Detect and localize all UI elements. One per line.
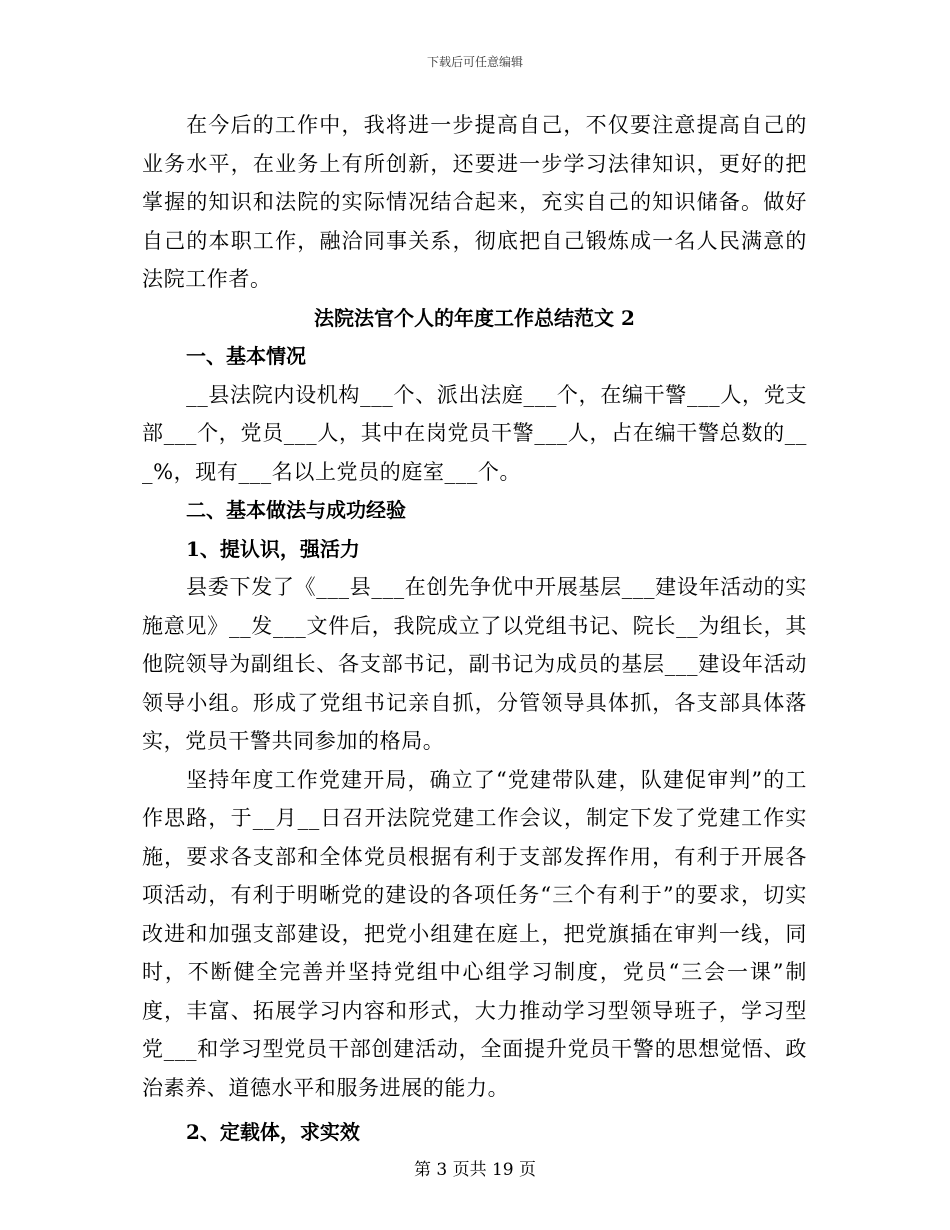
page-number: 第 3 页共 19 页 — [413, 1160, 537, 1180]
document-body — [142, 106, 807, 1152]
section-heading-methods: 二、基本做法与成功经验 — [186, 498, 406, 522]
paragraph-closing: 在今后的工作中，我将进一步提高自己，不仅要注意提高自己的业务水平，在业务上有所创新，还要进一步学习法律知识，更好的把掌握的知识和法院的实际情况结合起来，充实自己的知识储备。做好自己的本职工作，融洽同事关系，彻底把自己锻炼成一名人民满意的法院工作者。 — [142, 113, 807, 291]
section-heading-basic-situation: 一、基本情况 — [186, 344, 306, 368]
header-note: 下载后可任意编辑 — [426, 55, 523, 69]
subsection-heading-1: 1、提认识，强活力 — [186, 536, 360, 561]
document-title: 法院法官个人的年度工作总结范文 2 — [314, 305, 635, 330]
paragraph-basic-situation: __县法院内设机构___个、派出法庭___个，在编干警___人，党支部___个，党员___人，其中在岗党员干警___人，占在编干警总数的___%，现有___名以上党员的庭室___个。 — [142, 382, 807, 484]
subsection-heading-2: 2、定载体，求实效 — [186, 1120, 360, 1144]
paragraph-party-building: 坚持年度工作党建开局，确立了“党建带队建，队建促审判”的工作思路，于__月__日召开法院党建工作会议，制定下发了党建工作实施，要求各支部和全体党员根据有利于支部发挥作用，有利于开展各项活动，有利于明晰党的建设的各项任务“三个有利于”的要求，切实改进和加强支部建设，把党小组建在庭上，把党旗插在审判一线，同时，不断健全完善并坚持党组中心组学习制度，党员“三会一课”制度，丰富、拓展学习内容和形式，大力推动学习型领导班子，学习型党___和学习型党员干部创建活动，全面提升党员干警的思想觉悟、政治素养、道德水平和服务进展的能力。 — [142, 767, 807, 1100]
paragraph-leadership-group: 县委下发了《___县___在创先争优中开展基层___建设年活动的实施意见》__发___文件后，我院成立了以党组书记、院长__为组长，其他院领导为副组长、各支部书记，副书记为成员的基层___建设年活动领导小组。形成了党组书记亲自抓，分管领导具体抓，各支部具体落实，党员干警共同参加的格局。 — [142, 575, 807, 753]
